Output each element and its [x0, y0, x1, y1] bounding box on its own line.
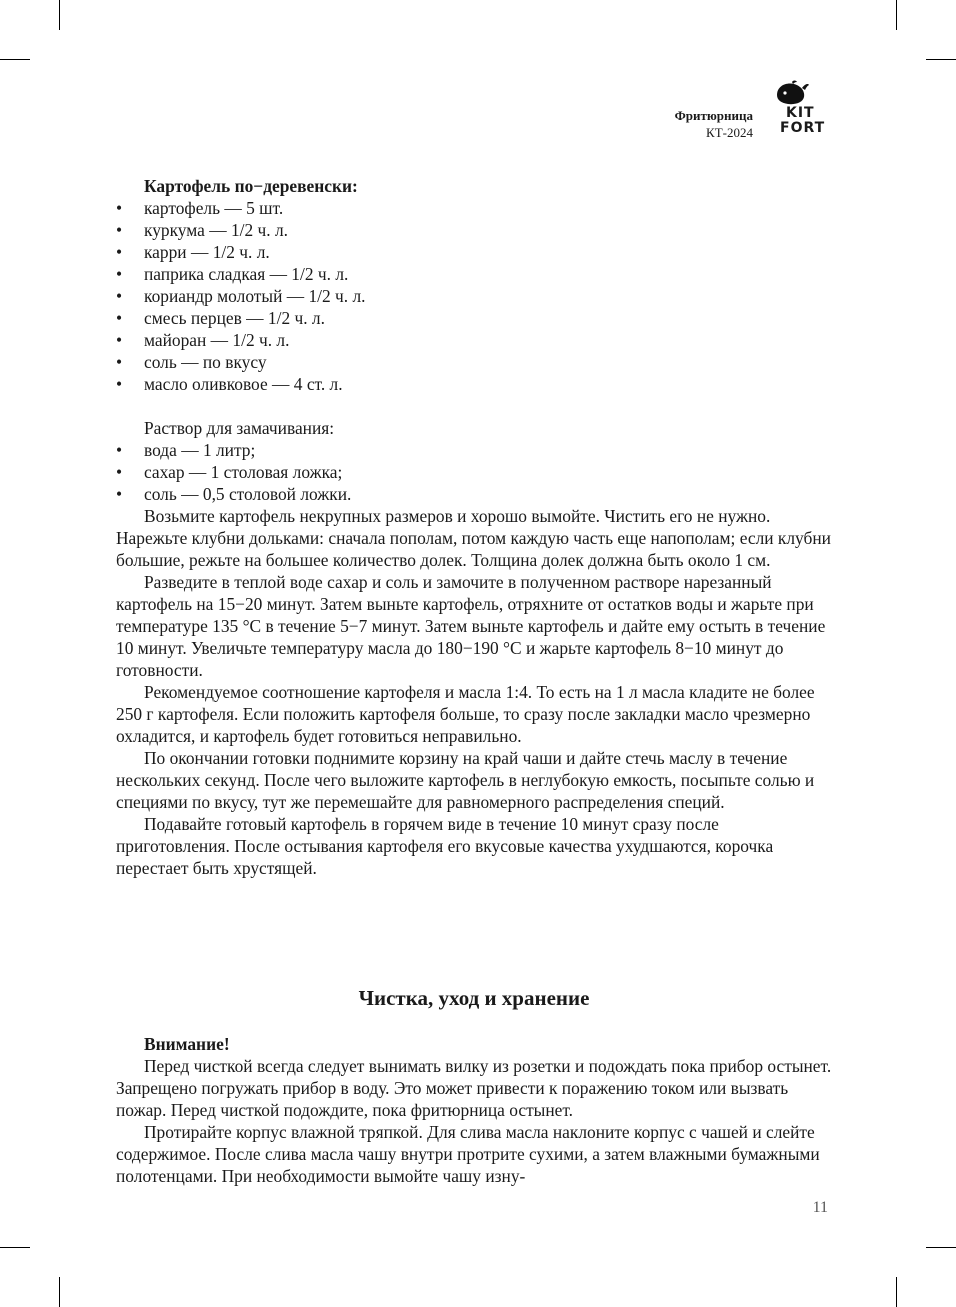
crop-mark	[896, 0, 897, 30]
cleaning-paragraph: Протирайте корпус влажной тряпкой. Для слива масла наклоните корпус с чашей и слейте содержимое. После слива масла чашу внутри протрите сухими, а затем влажными бумажными полотенцами. При необходимости вымойте чашу изну-	[116, 1122, 820, 1186]
page-header	[560, 80, 830, 140]
recipe-paragraph: По окончании готовки поднимите корзину на край чаши и дайте стечь маслу в течение нескольких секунд. После чего выложите картофель в неглубокую емкость, посыпьте солью и специями по вкусу, тут же перемешайте для равномерного распределения специй.	[116, 748, 815, 812]
product-title: Фритюрница	[674, 108, 753, 123]
recipe-section	[116, 175, 832, 879]
recipe-heading: Картофель по−деревенски:	[144, 176, 358, 196]
ingredient-item: • карри — 1/2 ч. л.	[116, 241, 832, 263]
crop-mark	[59, 1277, 60, 1307]
ingredient-item: • кориандр молотый — 1/2 ч. л.	[116, 285, 832, 307]
ingredient-item: • соль — по вкусу	[116, 351, 832, 373]
solution-item: • сахар — 1 столовая ложка;	[116, 461, 832, 483]
recipe-paragraph: Подавайте готовый картофель в горячем виде в течение 10 минут сразу после приготовления. После остывания картофеля его вкусовые качества ухудшаются, корочка перестает быть хрустящей.	[116, 814, 774, 878]
whale-icon	[774, 80, 810, 106]
logo-text-kit: KIT	[786, 105, 815, 121]
solution-item: • соль — 0,5 столовой ложки.	[116, 483, 832, 505]
crop-mark	[926, 1247, 956, 1248]
ingredient-item: • майоран — 1/2 ч. л.	[116, 329, 832, 351]
ingredient-list	[116, 197, 832, 395]
recipe-paragraph: Рекомендуемое соотношение картофеля и масла 1:4. То есть на 1 л масла кладите не более 250 г картофеля. Если положить картофеля больше, то сразу после закладки масло чрезмерно охладится, и картофель будет готовиться неправильно.	[116, 682, 815, 746]
solution-item: • вода — 1 литр;	[116, 439, 832, 461]
ingredient-item: • куркума — 1/2 ч. л.	[116, 219, 832, 241]
crop-mark	[0, 1247, 30, 1248]
product-model: КТ-2024	[706, 125, 753, 140]
page-number: 11	[812, 1199, 828, 1216]
brand-logo	[766, 80, 830, 140]
logo-text-fort: FORT	[780, 120, 826, 136]
ingredient-item: • картофель — 5 шт.	[116, 197, 832, 219]
cleaning-section	[116, 1033, 832, 1187]
ingredient-item: • смесь перцев — 1/2 ч. л.	[116, 307, 832, 329]
recipe-paragraph: Разведите в теплой воде сахар и соль и замочите в полученном растворе нарезанный картофель на 15−20 минут. Затем выньте картофель, отряхните от остатков воды и жарьте при температуре 135 °C в течение 5−7 минут. Затем выньте картофель и дайте ему остыть в течение 10 минут. Увеличьте температуру масла до 180−190 °C и жарьте картофель 8−10 минут до готовности.	[116, 572, 826, 680]
cleaning-paragraph: Перед чисткой всегда следует вынимать вилку из розетки и подождать пока прибор остынет. Запрещено погружать прибор в воду. Это может привести к поражению током или вызвать пожар. Перед чисткой подождите, пока фритюрница остынет.	[116, 1056, 832, 1120]
solution-list	[116, 439, 832, 505]
crop-mark	[0, 59, 30, 60]
warning-heading: Внимание!	[144, 1034, 230, 1054]
crop-mark	[926, 59, 956, 60]
crop-mark	[59, 0, 60, 30]
ingredient-item: • масло оливковое — 4 ст. л.	[116, 373, 832, 395]
crop-mark	[896, 1277, 897, 1307]
solution-heading: Раствор для замачивания:	[144, 418, 335, 438]
recipe-paragraph: Возьмите картофель некрупных размеров и хорошо вымойте. Чистить его не нужно. Нарежьте клубни дольками: сначала пополам, потом каждую часть еще напополам; если клубни большие, режьте на большее количество долек. Толщина долек должна быть около 1 см.	[116, 506, 831, 570]
section-title: Чистка, уход и хранение	[358, 986, 590, 1010]
ingredient-item: • паприка сладкая — 1/2 ч. л.	[116, 263, 832, 285]
